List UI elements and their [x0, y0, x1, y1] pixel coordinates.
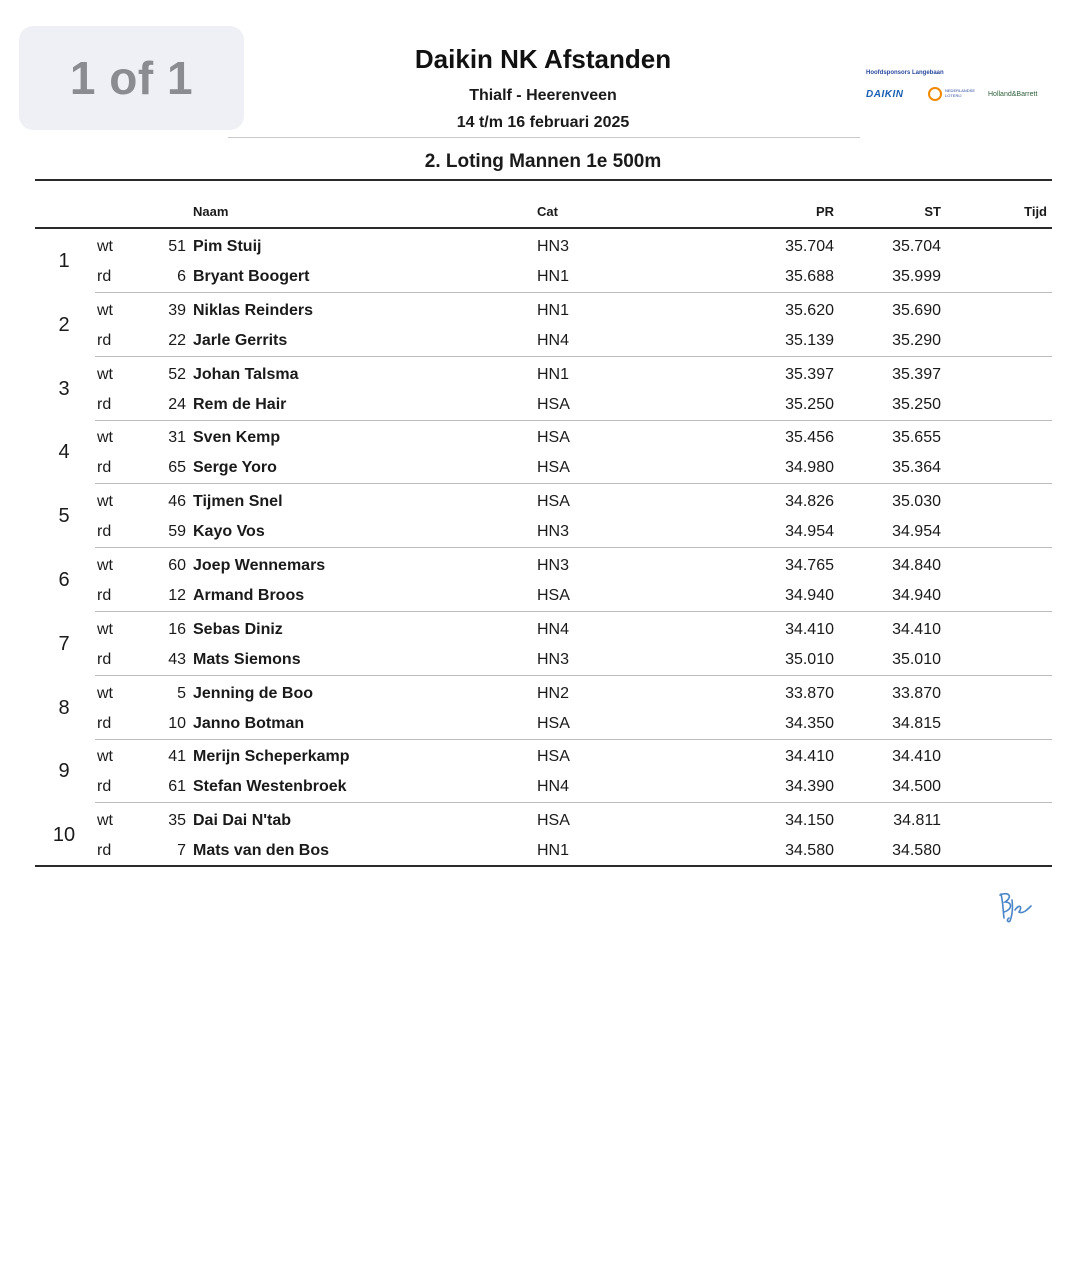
pair-divider [95, 547, 1052, 548]
skater-cat: HN4 [537, 620, 570, 638]
skater-lane: rd [97, 650, 112, 668]
daikin-logo: DAIKIN [866, 89, 904, 100]
skater-name: Mats van den Bos [193, 842, 330, 860]
skater-pr: 34.954 [785, 523, 834, 541]
skater-startno: 59 [168, 523, 186, 541]
skater-lane: wt [97, 748, 113, 766]
skater-st: 34.811 [893, 812, 941, 830]
skater-name: Pim Stuij [193, 238, 262, 255]
skater-st: 34.410 [892, 748, 941, 766]
skater-startno: 39 [168, 301, 186, 319]
skater-startno: 46 [168, 493, 186, 511]
skater-lane: wt [97, 557, 113, 574]
skater-lane: rd [97, 523, 112, 541]
pair-number: 6 [58, 569, 70, 591]
skater-st: 34.410 [892, 620, 941, 638]
pair-divider [95, 292, 1052, 293]
skater-startno: 31 [168, 429, 186, 447]
pair-number: 1 [58, 250, 70, 272]
skater-startno: 61 [168, 778, 186, 796]
skater-pr: 34.940 [785, 587, 834, 604]
skater-name: Janno Botman [193, 714, 305, 732]
skater-cat: HSA [537, 429, 570, 447]
skater-lane: wt [97, 301, 113, 319]
skater-startno: 65 [168, 459, 186, 477]
skater-lane: wt [97, 238, 113, 255]
skater-name: Jenning de Boo [193, 684, 313, 702]
skater-name: Dai Dai N'tab [193, 812, 292, 830]
skater-lane: rd [97, 714, 112, 732]
skater-lane: rd [97, 331, 112, 349]
skater-st: 34.840 [892, 557, 941, 574]
skater-lane: rd [97, 587, 112, 604]
skater-lane: wt [97, 812, 113, 830]
skater-lane: wt [97, 684, 113, 702]
column-header-st: ST [924, 204, 941, 219]
table-top-rule [35, 179, 1052, 181]
skater-startno: 43 [168, 650, 186, 668]
skater-pr: 34.410 [785, 620, 834, 638]
skater-name: Sven Kemp [193, 429, 281, 447]
pair-number: 5 [58, 505, 70, 528]
sponsors-label: Hoofdsponsors Langebaan [866, 70, 944, 76]
skater-pr: 34.150 [785, 812, 834, 830]
skater-startno: 24 [168, 395, 186, 413]
skater-st: 35.364 [892, 459, 941, 477]
skater-cat: HN3 [537, 523, 570, 541]
skater-pr: 34.390 [785, 778, 834, 796]
skater-cat: HN3 [537, 238, 570, 255]
skater-name: Niklas Reinders [193, 301, 314, 319]
skater-pr: 33.870 [785, 684, 834, 702]
skater-name: Rem de Hair [193, 395, 287, 413]
dates-text: 14 t/m 16 februari 2025 [456, 114, 630, 131]
lottery-logo: NEDERLANDSE LOTERIJ [945, 88, 976, 98]
skater-st: 34.815 [892, 714, 941, 732]
skater-st: 35.999 [892, 268, 941, 285]
skater-pr: 35.250 [785, 395, 834, 413]
lottery-logo-icon [928, 87, 942, 101]
venue-text: Thialf - Heerenveen [469, 87, 617, 104]
skater-pr: 35.704 [785, 238, 834, 255]
skater-cat: HSA [537, 748, 570, 766]
skater-cat: HN2 [537, 684, 570, 702]
skater-pr: 35.139 [785, 331, 834, 349]
pair-number: 8 [58, 696, 70, 719]
skater-st: 35.250 [892, 395, 941, 413]
skater-pr: 35.397 [785, 365, 834, 383]
skater-pr: 34.350 [785, 714, 834, 732]
pair-number: 2 [58, 313, 70, 336]
skater-st: 34.580 [892, 842, 941, 860]
skater-lane: wt [97, 365, 113, 383]
column-header-naam: Naam [193, 204, 229, 219]
skater-cat: HN3 [537, 557, 570, 574]
pair-divider [95, 420, 1052, 421]
skater-st: 35.030 [892, 493, 941, 511]
skater-pr: 35.688 [785, 268, 834, 285]
signature [995, 888, 1037, 924]
skater-startno: 7 [177, 842, 186, 860]
skater-name: Tijmen Snel [193, 493, 283, 511]
skater-cat: HSA [537, 587, 570, 604]
header-divider [228, 137, 860, 138]
skater-name: Bryant Boogert [193, 268, 310, 285]
pair-number: 3 [58, 377, 70, 400]
skater-pr: 34.580 [785, 842, 834, 860]
skater-cat: HN1 [537, 301, 570, 319]
pair-divider [95, 483, 1052, 484]
skater-cat: HSA [537, 395, 570, 413]
skater-cat: HN4 [537, 331, 570, 349]
skater-name: Merijn Scheperkamp [193, 748, 350, 766]
pair-divider [95, 356, 1052, 357]
skater-lane: rd [97, 268, 112, 285]
skater-cat: HN1 [537, 842, 570, 860]
skater-lane: rd [97, 778, 112, 796]
column-header-tijd: Tijd [1024, 204, 1047, 219]
table-bottom-rule [35, 865, 1052, 867]
skater-st: 35.704 [892, 238, 941, 255]
column-header-cat: Cat [537, 204, 558, 219]
skater-startno: 41 [168, 748, 186, 766]
skater-pr: 35.456 [785, 429, 834, 447]
skater-startno: 10 [168, 714, 186, 732]
sponsor-logos [862, 68, 1052, 108]
skater-startno: 35 [168, 812, 186, 830]
skater-name: Serge Yoro [193, 459, 277, 477]
skater-st: 35.690 [892, 301, 941, 319]
pair-divider [95, 739, 1052, 740]
skater-name: Stefan Westenbroek [193, 778, 347, 796]
skater-pr: 35.620 [785, 301, 834, 319]
pair-number: 9 [58, 760, 70, 783]
skater-lane: rd [97, 459, 112, 477]
skater-name: Armand Broos [193, 587, 305, 604]
skater-cat: HN1 [537, 268, 570, 285]
skater-st: 34.940 [892, 587, 941, 604]
skater-lane: wt [97, 493, 113, 511]
skater-startno: 22 [168, 331, 186, 349]
skater-startno: 60 [168, 557, 186, 574]
skater-startno: 51 [168, 238, 186, 255]
skater-pr: 34.980 [785, 459, 834, 477]
skater-pr: 34.826 [785, 493, 834, 511]
skater-cat: HN3 [537, 650, 570, 668]
skater-st: 35.010 [892, 650, 941, 668]
pair-divider [95, 675, 1052, 676]
skater-pr: 34.765 [785, 557, 834, 574]
skater-cat: HSA [537, 493, 570, 511]
skater-cat: HN1 [537, 365, 570, 383]
skater-lane: wt [97, 429, 113, 447]
skater-pr: 35.010 [785, 650, 834, 668]
header-bottom-rule [35, 227, 1052, 229]
skater-cat: HN4 [537, 778, 570, 796]
skater-lane: rd [97, 395, 112, 413]
pair-number: 7 [58, 632, 70, 655]
skater-cat: HSA [537, 459, 570, 477]
skater-startno: 6 [177, 268, 186, 285]
skater-startno: 12 [168, 587, 186, 604]
pair-number: 4 [58, 441, 70, 464]
skater-st: 35.655 [892, 429, 941, 447]
skater-name: Kayo Vos [193, 523, 265, 541]
skater-st: 33.870 [892, 684, 941, 702]
skater-name: Jarle Gerrits [193, 331, 288, 349]
pair-divider [95, 802, 1052, 803]
skater-name: Joep Wennemars [193, 557, 326, 574]
race-subtitle: 2. Loting Mannen 1e 500m [424, 151, 662, 172]
skater-name: Mats Siemons [193, 650, 301, 668]
skater-startno: 52 [168, 365, 186, 383]
skater-lane: wt [97, 620, 113, 638]
skater-name: Johan Talsma [193, 365, 299, 383]
skater-cat: HSA [537, 714, 570, 732]
skater-name: Sebas Diniz [193, 620, 283, 638]
page-indicator: 1 of 1 [19, 26, 244, 130]
holland-barrett-logo: Holland&Barrett [988, 91, 1038, 98]
skater-st: 34.500 [892, 778, 941, 796]
skater-cat: HSA [537, 812, 570, 830]
skater-startno: 5 [177, 684, 186, 702]
pair-number: 10 [52, 824, 76, 847]
skater-st: 35.290 [892, 331, 941, 349]
skater-startno: 16 [168, 620, 186, 638]
document-title: Daikin NK Afstanden [414, 44, 672, 74]
pair-divider [95, 611, 1052, 612]
skater-pr: 34.410 [785, 748, 834, 766]
skater-st: 35.397 [892, 365, 941, 383]
skater-st: 34.954 [892, 523, 941, 541]
column-header-pr: PR [815, 204, 834, 219]
skater-lane: rd [97, 842, 112, 860]
